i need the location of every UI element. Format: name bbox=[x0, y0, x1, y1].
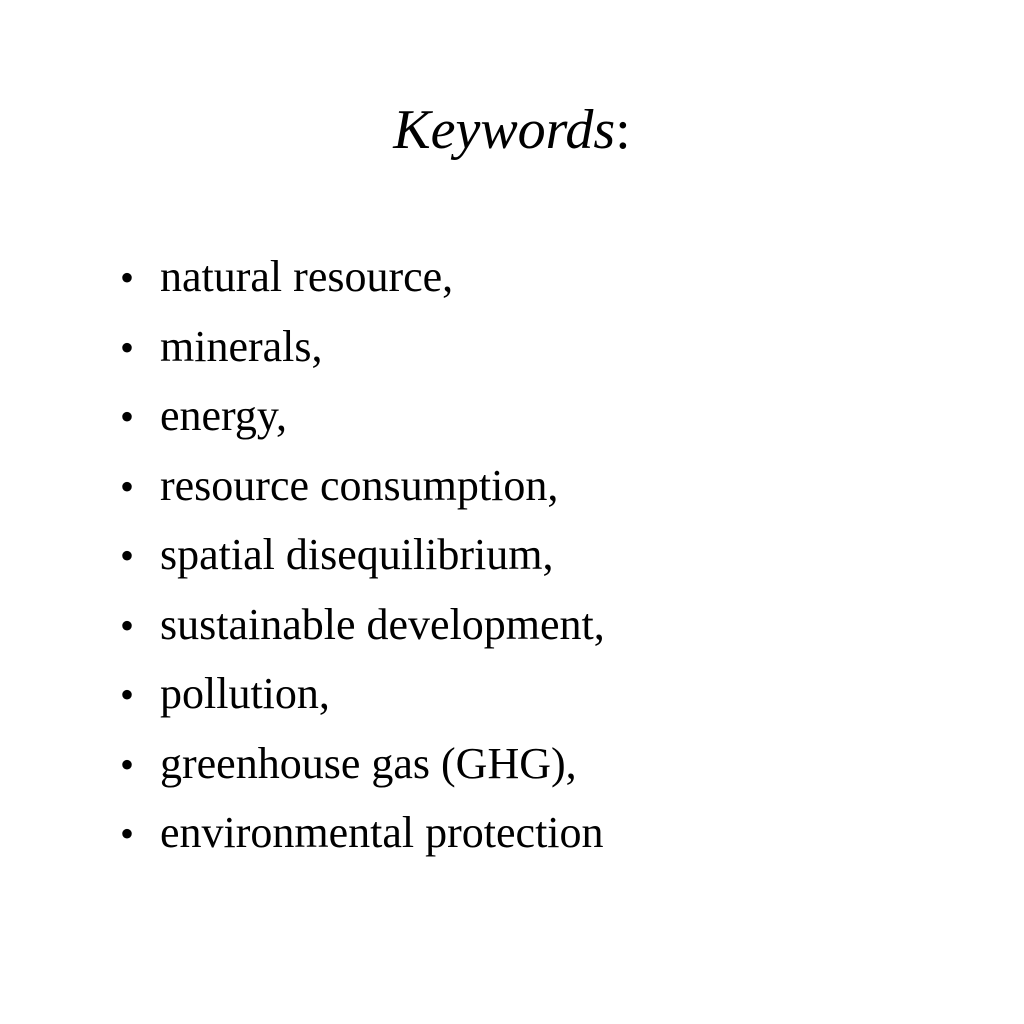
keywords-heading bbox=[0, 94, 1024, 166]
keyword-text: pollution, bbox=[160, 669, 330, 718]
bullet-icon: • bbox=[120, 741, 135, 787]
keyword-text: energy, bbox=[160, 391, 288, 440]
keyword-text: resource consumption, bbox=[160, 460, 559, 510]
bullet-icon: • bbox=[120, 602, 135, 648]
keywords-heading-word: Keywords bbox=[393, 99, 616, 161]
bullet-icon: • bbox=[120, 672, 135, 717]
list-item bbox=[120, 312, 605, 382]
keyword-text: greenhouse gas (GHG), bbox=[160, 738, 577, 788]
keyword-text: natural resource, bbox=[160, 252, 454, 301]
list-item bbox=[120, 798, 605, 868]
list-item bbox=[120, 451, 605, 521]
keyword-list bbox=[120, 242, 605, 868]
list-item bbox=[120, 590, 605, 660]
list-item bbox=[120, 381, 605, 451]
bullet-icon: • bbox=[120, 394, 135, 439]
bullet-icon: • bbox=[120, 463, 135, 509]
keyword-text: minerals, bbox=[160, 321, 323, 371]
keyword-text: environmental protection bbox=[160, 808, 604, 857]
list-item bbox=[120, 242, 605, 312]
bullet-icon: • bbox=[120, 255, 135, 300]
list-item bbox=[120, 520, 605, 590]
bullet-icon: • bbox=[120, 533, 135, 578]
keywords-heading-colon: : bbox=[615, 99, 631, 161]
list-item bbox=[120, 729, 605, 799]
list-item bbox=[120, 659, 605, 729]
keyword-text: sustainable development, bbox=[160, 599, 605, 649]
keyword-text: spatial disequilibrium, bbox=[160, 530, 554, 579]
bullet-icon: • bbox=[120, 811, 135, 856]
bullet-icon: • bbox=[120, 324, 135, 370]
